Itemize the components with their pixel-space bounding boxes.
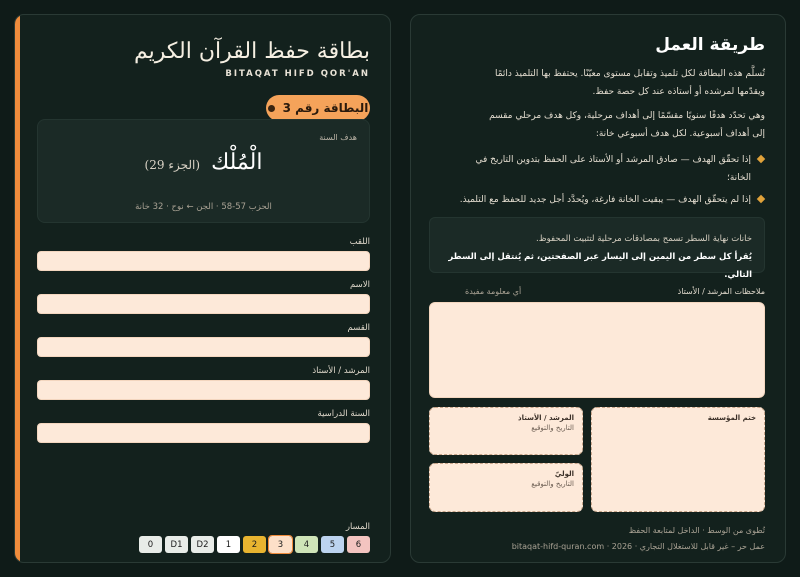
badge-dot-icon [268,105,275,112]
track-chip[interactable]: D2 [191,536,214,553]
footer-fold-note: تُطوى من الوسط · الداخل لمتابعة الحفظ [628,526,765,535]
text-line: الخانة؛ [727,173,751,183]
institution-seal-box[interactable] [591,407,765,512]
parent-signature-box[interactable] [429,463,583,512]
goal-meta: الحزب 57-58 · الجن ← نوح · 32 خانة [135,202,272,212]
field-label: القسم [347,323,370,333]
name-input[interactable] [37,294,370,314]
diamond-bullet-icon [757,155,765,163]
year-goal-box [37,119,370,223]
footer-site: bitaqat-hifd-quran.com · 2026 [511,542,633,551]
track-chip[interactable]: 1 [217,536,240,553]
track-chip[interactable]: 0 [139,536,162,553]
field-surname [37,237,370,271]
bullet-achieved [429,151,765,187]
class-input[interactable] [37,337,370,357]
field-class [37,323,370,357]
card-subtitle: BITAQAT HIFD QOR'AN [225,69,370,79]
accent-bar [15,15,20,562]
field-label: السنة الدراسية [317,409,370,419]
track-chip[interactable]: 5 [321,536,344,553]
parent-sign-title: الوليّ [554,470,574,478]
field-school-year [37,409,370,443]
memorization-card-front [14,14,391,563]
notes-hint: أي معلومة مفيدة [465,287,522,296]
school-year-input[interactable] [37,423,370,443]
bullet-not-achieved [429,191,765,209]
goal-label: هدف السنة [319,133,357,142]
track-chip[interactable]: D1 [165,536,188,553]
teacher-signature-box[interactable] [429,407,583,455]
notes-header [429,287,765,299]
teacher-notes-area[interactable] [429,302,765,398]
teacher-input[interactable] [37,380,370,400]
track-chip[interactable]: 6 [347,536,370,553]
surname-input[interactable] [37,251,370,271]
footer-license: · عمل حر – غير قابل للاستغلال التجاري [634,542,765,551]
track-chip[interactable]: 4 [295,536,318,553]
field-teacher [37,366,370,400]
goal-juz: (الجزء 29) [144,158,200,172]
footer-credits [512,542,765,551]
parent-sign-sub: التاريخ والتوقيع [531,480,574,488]
field-label: المرشد / الأستاذ [312,366,370,376]
notes-title: ملاحظات المرشد / الأستاذ [677,287,765,296]
goal-main [38,150,369,175]
teacher-sign-title: المرشد / الأستاذ [517,414,574,422]
text-line: إلى أهداف أسبوعية. لكل هدف أسبوعي خانة: [595,129,765,139]
track-chip[interactable]: 3 [269,536,292,553]
field-label: اللقب [349,237,370,247]
method-paragraph-2 [429,107,765,143]
reading-note-box [429,217,765,280]
method-title: طريقة العمل [655,35,765,55]
card-title: بطاقة حفظ القرآن الكريم [134,39,370,64]
goal-surah: الْمُلْك [211,150,263,175]
note-line-strong: يُقرأ كل سطر من اليمين إلى اليسار عبر الصفحتين، ثم يُنتقل إلى السطر التالي. [448,252,752,280]
field-label: الاسم [350,280,370,290]
text-line: تُسلَّم هذه البطاقة لكل تلميذ وتقابل مستوى معيّنًا. يحتفظ بها التلميذ دائمًا [494,69,765,79]
track-chips [139,536,370,553]
note-line: خانات نهاية السطر تسمح بمصادقات مرحلية لتثبيت المحفوظ. [536,234,752,244]
text-line: إذا تحقّق الهدف — صادق المرشد أو الأستاذ على الحفظ بتدوين التاريخ في [475,155,751,165]
card-number-badge [266,95,370,121]
track-chip[interactable]: 2 [243,536,266,553]
seal-label: ختم المؤسسة [707,414,756,422]
method-paragraph-1 [429,65,765,101]
card-number-label: البطاقة رقم 3 [282,101,369,115]
teacher-sign-sub: التاريخ والتوقيع [531,424,574,432]
field-name [37,280,370,314]
text-line: وهي تحدّد هدفًا سنويًا مقسّمًا إلى أهداف مرحلية، وكل هدف مرحلي مقسم [489,111,765,121]
track-label: المسار [345,522,370,532]
diamond-bullet-icon [757,195,765,203]
text-line: إذا لم يتحقّق الهدف — يبقيت الخانة فارغة، ويُحدَّد أجل جديد للحفظ مع التلميذ. [459,195,751,205]
instructions-panel [410,14,786,563]
text-line: ويقدّمها لمرشده أو أستاذه عند كل حصة حفظ. [592,87,765,97]
